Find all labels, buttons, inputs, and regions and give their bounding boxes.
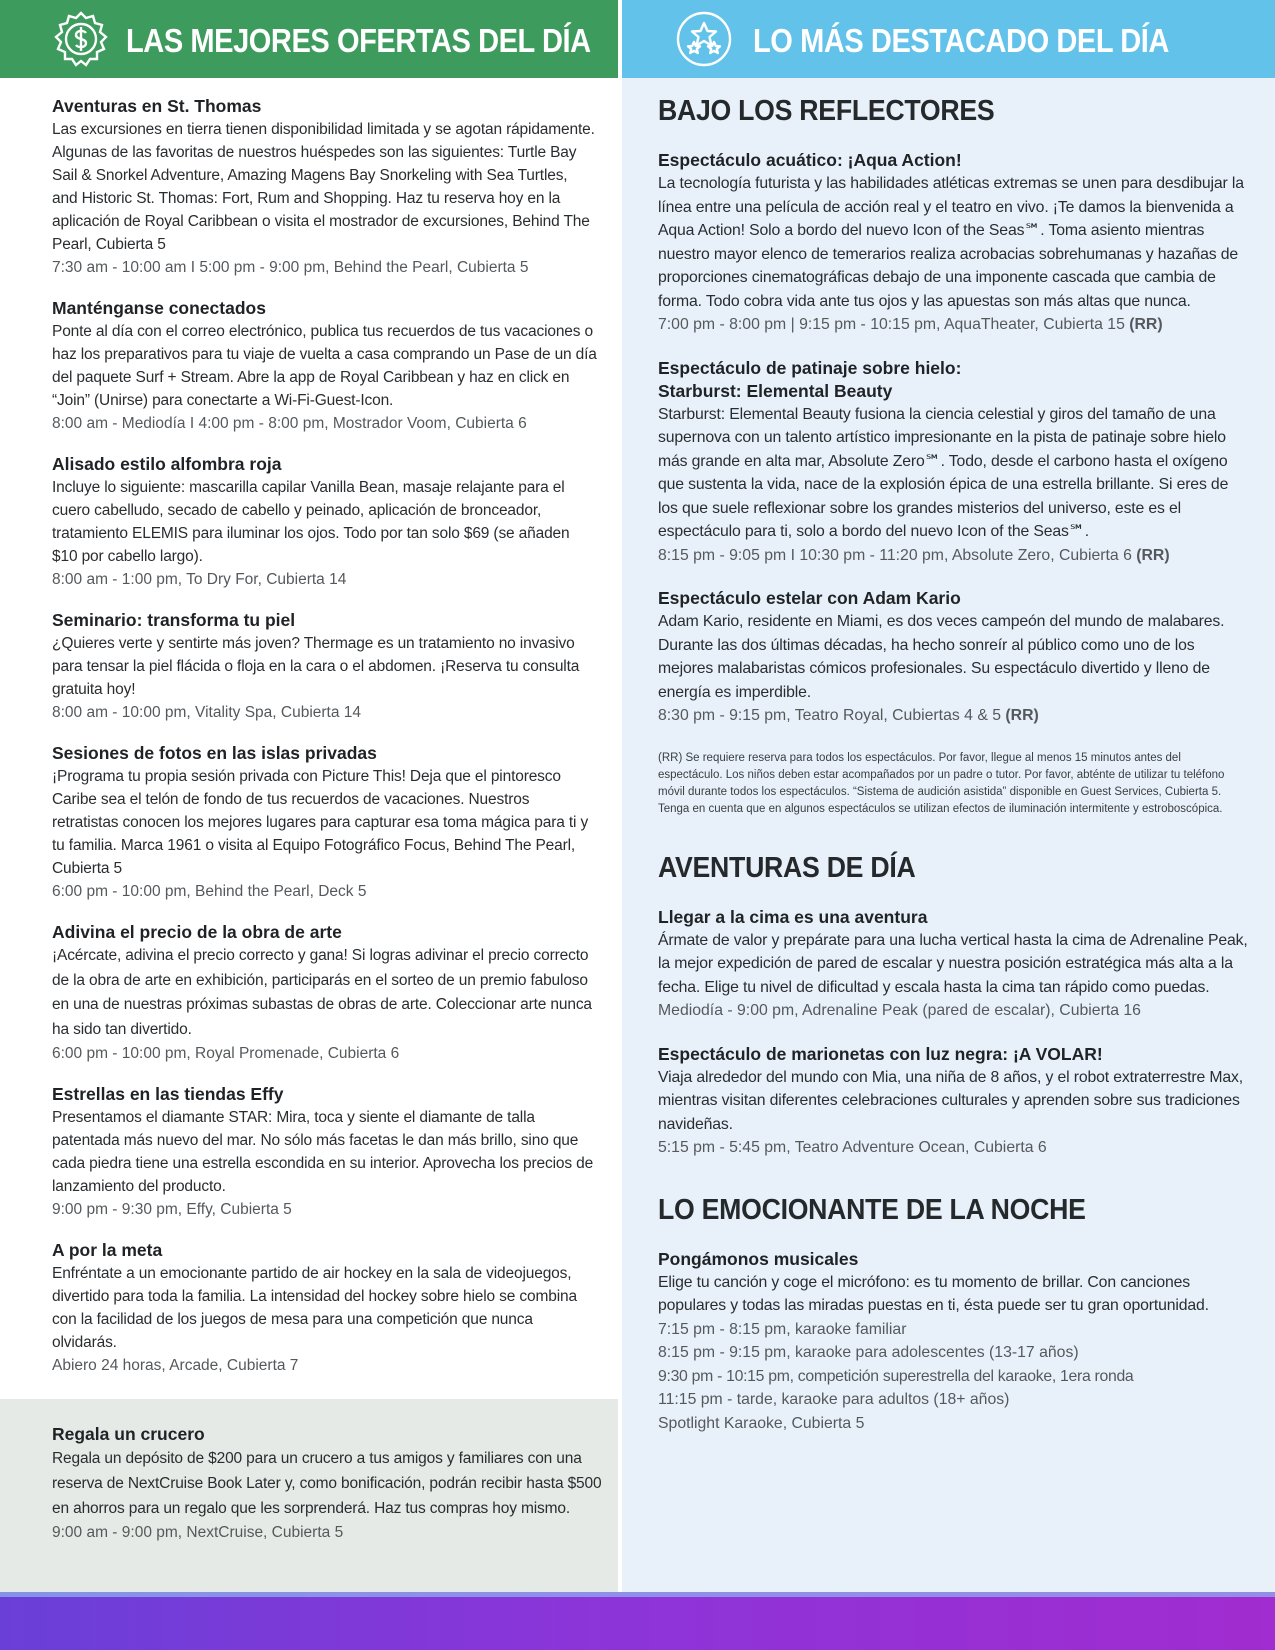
- show-schedule-text: 8:15 pm - 9:05 pm I 10:30 pm - 11:20 pm, Absolute Zero, Cubierta 6: [658, 546, 1132, 564]
- deal-item: [52, 609, 597, 724]
- activity-title: Espectáculo de marionetas con luz negra: ¡A VOLAR!: [658, 1043, 1103, 1064]
- show-item: [658, 587, 1248, 728]
- deal-schedule: 8:00 am - Mediodía I 4:00 pm - 8:00 pm, Mostrador Voom, Cubierta 6: [52, 415, 527, 432]
- deal-schedule: 8:00 am - 1:00 pm, To Dry For, Cubierta 14: [52, 571, 347, 588]
- deal-description: ¿Quieres verte y sentirte más joven? Thermage es un tratamiento no invasivo para tensar la piel flácida o floja en la cara o el abdomen. ¡Reserva tu consulta gratuita hoy!: [52, 635, 580, 698]
- spotlight-heading: BAJO LOS REFLECTORES: [658, 95, 995, 127]
- activity-title: Pongámonos musicales: [658, 1248, 859, 1269]
- highlights-header: [622, 0, 1275, 78]
- show-schedule: [658, 544, 1248, 568]
- activity-description: Ármate de valor y prepárate para una lucha vertical hasta la cima de Adrenaline Peak, la mejor expedición de pared de escalar y nuestra posición estratégica más alta a la fecha. Elige tu nivel de dificultad y escala hasta la cima tan rápido como puedas.: [658, 931, 1248, 996]
- activity-title: Llegar a la cima es una aventura: [658, 906, 928, 927]
- deal-description: Incluye lo siguiente: mascarilla capilar Vanilla Bean, masaje relajante para el cuero cabelludo, secado de cabello y peinado, aplicación de bronceador, tratamiento ELEMIS para iluminar los ojos. Todo por tan solo $69 (se añaden $10 por cabello largo).: [52, 479, 570, 565]
- activity-item: [658, 906, 1248, 1023]
- deal-title: Estrellas en las tiendas Effy: [52, 1084, 284, 1104]
- deal-description: ¡Acércate, adivina el precio correcto y gana! Si logras adivinar el precio correcto de la obra de arte en exhibición, participarás en el sorteo de un premio fabuloso en una de nuestras próximas subastas de obras de arte. Coleccionar arte nunca ha sido tan divertido.: [52, 947, 592, 1038]
- deal-title: Aventuras en St. Thomas: [52, 96, 262, 116]
- activity-schedule-line: Spotlight Karaoke, Cubierta 5: [658, 1414, 865, 1432]
- show-schedule-text: 7:00 pm - 8:00 pm | 9:15 pm - 10:15 pm, AquaTheater, Cubierta 15: [658, 316, 1125, 333]
- stars-circle-icon: [675, 10, 733, 68]
- reservation-required-mark: (RR): [1005, 707, 1039, 724]
- deals-header: [0, 0, 618, 78]
- highlights-column: [622, 0, 1275, 1592]
- show-item: [658, 149, 1248, 337]
- deal-description: ¡Programa tu propia sesión privada con Picture This! Deja que el pintoresco Caribe sea el telón de fondo de tus recuerdos de vacaciones. Nuestros retratistas conocen los mejores lugares para capturar esa toma mágica para ti y tu familia. Marca 1961 o visita al Equipo Fotográfico Focus, Behind The Pearl, Cubierta 5: [52, 768, 589, 877]
- deal-item: [52, 921, 597, 1065]
- activity-schedule: 5:15 pm - 5:45 pm, Teatro Adventure Ocean, Cubierta 6: [658, 1139, 1047, 1156]
- deal-item: [52, 1239, 597, 1377]
- deal-title: Adivina el precio de la obra de arte: [52, 922, 342, 942]
- deal-schedule: 6:00 pm - 10:00 pm, Royal Promenade, Cubierta 6: [52, 1045, 400, 1062]
- activity-description: Viaja alrededor del mundo con Mia, una niña de 8 años, y el robot extraterrestre Max, mientras visitan diferentes celebraciones culturales y aprenden sobre sus tradiciones navideñas.: [658, 1068, 1243, 1133]
- reservation-required-mark: (RR): [1129, 316, 1163, 333]
- activity-schedule-line: 11:15 pm - tarde, karaoke para adultos (18+ años): [658, 1391, 1010, 1408]
- activity-item: [658, 1043, 1248, 1160]
- deal-title: Seminario: transforma tu piel: [52, 610, 296, 630]
- gift-schedule: 9:00 am - 9:00 pm, NextCruise, Cubierta 5: [52, 1524, 344, 1541]
- show-description: La tecnología futurista y las habilidades atléticas extremas se unen para desdibujar la línea entre una película de acción real y el teatro en vivo. ¡Te damos la bienvenida a Aqua Action! Solo a bordo del nuevo Icon of the Seas℠. Toma asiento mientras nuestro mayor elenco de temerarios realiza acrobacias sobrehumanas y hazañas de proporciones cinematográficas debajo de una imponente cascada que cambia de forma. Todo cobra vida ante tus ojos y las apuestas son más altas que nunca.: [658, 175, 1244, 310]
- deal-title: Manténganse conectados: [52, 298, 266, 318]
- highlights-content: [658, 93, 1248, 1435]
- night-thrills-heading: LO EMOCIONANTE DE LA NOCHE: [658, 1193, 1086, 1226]
- dollar-badge-icon: [52, 10, 110, 68]
- gift-cruise-content: [52, 1423, 602, 1544]
- deal-schedule: Abiero 24 horas, Arcade, Cubierta 7: [52, 1357, 299, 1374]
- footer-accent-line: [0, 1592, 1275, 1597]
- activity-schedule-line: 7:15 pm - 8:15 pm, karaoke familiar: [658, 1320, 907, 1338]
- gift-title: Regala un crucero: [52, 1424, 205, 1444]
- show-subtitle: Starburst: Elemental Beauty: [658, 380, 893, 401]
- show-schedule-text: 8:30 pm - 9:15 pm, Teatro Royal, Cubiertas 4 & 5: [658, 707, 1002, 724]
- show-title: Espectáculo de patinaje sobre hielo:: [658, 357, 962, 378]
- deal-item: [52, 453, 597, 591]
- deal-schedule: 8:00 am - 10:00 pm, Vitality Spa, Cubierta 14: [52, 704, 362, 721]
- deal-schedule: 9:00 pm - 9:30 pm, Effy, Cubierta 5: [52, 1201, 292, 1218]
- reservation-note: (RR) Se requiere reserva para todos los espectáculos. Por favor, llegue al menos 15 minutos antes del espectáculo. Los niños deben estar acompañados por un padre o tutor. Por favor, abténte de utilizar tu teléfono móvil durante todos los espectáculos. “Sistema de audición asistida” disponible en Guest Services, Cubierta 5. Tenga en cuenta que en algunos espectáculos se utilizan efectos de iluminación intermitente y estroboscópica.: [658, 751, 1225, 815]
- deal-schedule: 6:00 pm - 10:00 pm, Behind the Pearl, Deck 5: [52, 883, 367, 900]
- deal-item: [52, 297, 597, 435]
- deals-column: [0, 0, 618, 1592]
- deal-description: Presentamos el diamante STAR: Mira, toca y siente el diamante de talla patentada más nuevo del mar. No sólo más facetas le dan más brillo, sino que cada piedra tiene una estrella escondida en su interior. Aprovecha los precios de lanzamiento del producto.: [52, 1109, 594, 1195]
- footer-gradient-bar: [0, 1592, 1275, 1650]
- highlights-header-title: LO MÁS DESTACADO DEL DÍA: [753, 22, 1169, 59]
- deals-list: [52, 95, 597, 1395]
- deal-description: Ponte al día con el correo electrónico, publica tus recuerdos de tus vacaciones o haz los preparativos para tu viaje de vuelta a casa comprando un Pase de un día del paquete Surf + Stream. Abre la app de Royal Caribbean y haz en click en “Join” (Unirse) para conectarte a Wi-Fi-Guest-Icon.: [52, 323, 597, 409]
- activity-item: [658, 1248, 1248, 1436]
- deals-header-title: LAS MEJORES OFERTAS DEL DÍA: [126, 22, 591, 59]
- show-title: Espectáculo acuático: ¡Aqua Action!: [658, 150, 962, 170]
- show-title: Espectáculo estelar con Adam Kario: [658, 588, 961, 608]
- deal-description: Enfréntate a un emocionante partido de air hockey en la sala de videojuegos, divertido para toda la familia. La intensidad del hockey sobre hielo se combina con la facilidad de los juegos de mesa para una competición que nunca olvidarás.: [52, 1265, 577, 1351]
- deal-schedule: 7:30 am - 10:00 am I 5:00 pm - 9:00 pm, Behind the Pearl, Cubierta 5: [52, 259, 529, 276]
- deal-description: Las excursiones en tierra tienen disponibilidad limitada y se agotan rápidamente. Algunas de las favoritas de nuestros huéspedes son las siguientes: Turtle Bay Sail & Snorkel Adventure, Amazing Magens Bay Snorkeling with Sea Turtles, and Historic St. Thomas: Fort, Rum and Shopping. Haz tu reserva hoy en la aplicación de Royal Caribbean o visita el mostrador de excursiones, Behind The Pearl, Cubierta 5: [52, 121, 595, 253]
- activity-schedule: Mediodía - 9:00 pm, Adrenaline Peak (pared de escalar), Cubierta 16: [658, 1002, 1141, 1019]
- activity-description: Elige tu canción y coge el micrófono: es tu momento de brillar. Con canciones populares y todas las miradas puestas en ti, ésta puede ser tu gran oportunidad.: [658, 1273, 1209, 1314]
- deal-item: [52, 95, 597, 279]
- gift-cruise-box: [0, 1399, 618, 1592]
- show-description: Starburst: Elemental Beauty fusiona la ciencia celestial y giros del tamaño de una supernova con un talento artístico impresionante en la pista de patinaje sobre hielo más grande en alta mar, Absolute Zero℠. Todo, desde el carbono hasta el oxígeno que sustenta la vida, nace de la explosión épica de una estrella brillante. Si eres de los que suele reflexionar sobre los grandes misterios del universo, este es el espectáculo para ti, solo a bordo del nuevo Icon of the Seas℠.: [658, 405, 1229, 540]
- reservation-required-mark: (RR): [1136, 546, 1170, 564]
- show-schedule: [658, 313, 1248, 337]
- show-description: Adam Kario, residente en Miami, es dos veces campeón del mundo de malabares. Durante las dos últimas décadas, ha hecho sonreír al público como uno de los mejores malabaristas cómicos profesionales. Su espectáculo divertido y lleno de energía es imperdible.: [658, 613, 1225, 701]
- activity-schedule-line: 9:30 pm - 10:15 pm, competición superestrella del karaoke, 1era ronda: [658, 1367, 1134, 1385]
- show-schedule: [658, 704, 1248, 728]
- deal-item: [52, 1083, 597, 1221]
- deal-item: [52, 742, 597, 903]
- show-item: [658, 357, 1248, 568]
- activity-schedule-line: 8:15 pm - 9:15 pm, karaoke para adolescentes (13-17 años): [658, 1344, 1079, 1361]
- deal-title: Alisado estilo alfombra roja: [52, 454, 282, 474]
- deal-title: Sesiones de fotos en las islas privadas: [52, 743, 377, 763]
- day-adventures-heading: AVENTURAS DE DÍA: [658, 851, 916, 884]
- gift-description: Regala un depósito de $200 para un crucero a tus amigos y familiares con una reserva de NextCruise Book Later y, como bonificación, podrán recibir hasta $500 en ahorros para un regalo que les sorprenderá. Haz tus compras hoy mismo.: [52, 1450, 602, 1517]
- deal-title: A por la meta: [52, 1240, 163, 1260]
